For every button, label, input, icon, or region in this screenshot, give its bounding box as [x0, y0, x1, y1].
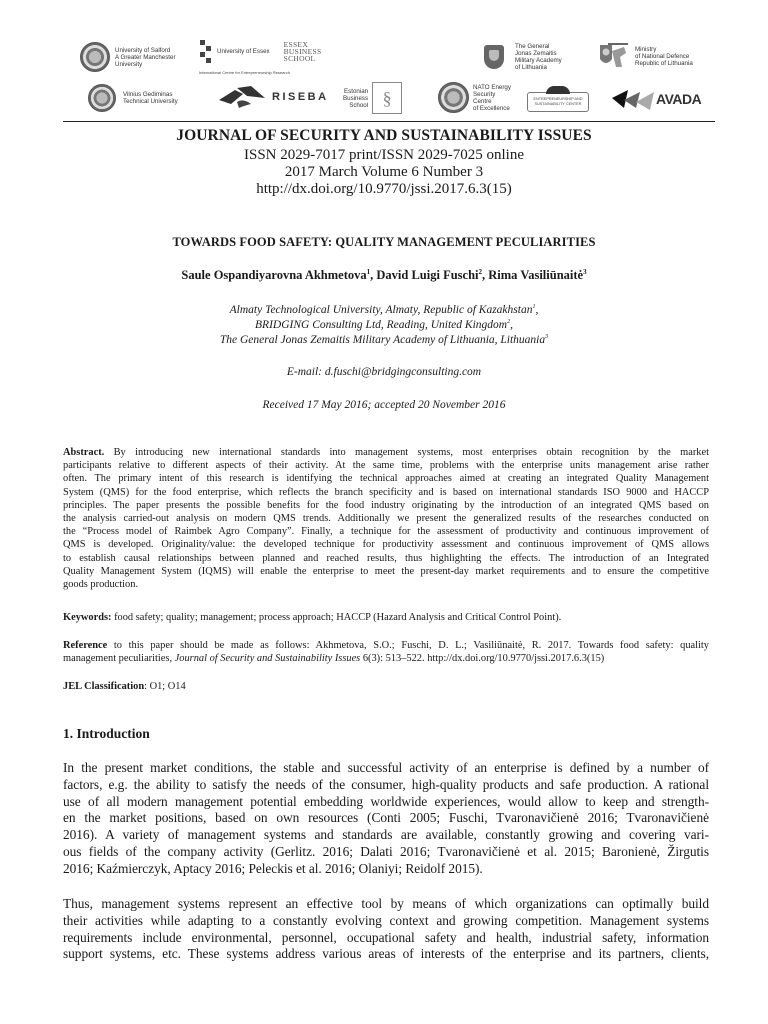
affiliation-sup: 1	[532, 304, 536, 311]
keywords	[63, 611, 709, 624]
logo-vilnius-gediminas-technical-university	[88, 84, 178, 112]
ebs-mark-icon: §	[372, 82, 402, 114]
vgtu-seal-icon	[88, 84, 116, 112]
logo-text: Military Academy	[515, 57, 562, 64]
abstract-line: participants relative to different aspects of their activity. At the same time, problems with the enterprise units management arise rather	[63, 460, 709, 472]
paragraph-line: Thus, management systems represent an effective tool by means of which organizations can optimally build	[63, 896, 709, 911]
logo-military-academy-lithuania	[484, 43, 562, 71]
logo-text: NATO Energy	[473, 83, 511, 91]
abstract-line: to establish causal relationships between planned and reached results, thus highlighting the effects. The introduction of an Integrated	[63, 552, 709, 564]
logo-text: Technical University	[123, 98, 178, 105]
journal-issue: 2017 March Volume 6 Number 3	[284, 164, 484, 180]
affiliation	[0, 333, 768, 348]
logo-text: of National Defence	[635, 52, 690, 60]
logo-text: The General	[515, 43, 550, 50]
paper-title: TOWARDS FOOD SAFETY: QUALITY MANAGEMENT PECULIARITIES	[172, 235, 596, 249]
salford-crest-icon	[80, 42, 110, 72]
journal-issn: ISSN 2029-7017 print/ISSN 2029-7025 online	[243, 147, 524, 163]
logo-text: SUSTAINABILITY CENTER	[534, 102, 582, 106]
academy-shield-icon	[484, 45, 504, 69]
logo-university-of-salford	[80, 42, 176, 72]
logo-text: Vilnius Gediminas	[123, 91, 173, 98]
logo-text: Ministry	[635, 45, 657, 53]
abstract-line: often. The primary intent of this research is identifying the technical approaches aimed at creating an integrated Quality Management	[63, 473, 709, 485]
logo-entrepreneurship-sustainability-center	[527, 92, 589, 112]
reference-label: Reference	[63, 640, 108, 651]
logo-ministry-of-national-defence	[596, 41, 693, 71]
paragraph-line: In the present market conditions, the stable and successful activity of an enterprise is defined by a number of	[63, 760, 709, 775]
paragraph-line: requirements include environmental, personnel, occupational safety and health, industrial safety, information	[63, 929, 709, 945]
affiliation	[0, 318, 768, 333]
reference-line	[63, 652, 709, 665]
intro-paragraph-2	[63, 896, 709, 963]
intro-paragraph-1	[63, 760, 709, 878]
abstract-line: principles. The paper presents the possible benefits for the food industry originating by the introduction of an integrated QMS based on	[63, 499, 709, 511]
affiliation-tail: ,	[510, 319, 513, 331]
logo-text: Business	[343, 94, 369, 102]
logo-text: University of Salford	[115, 46, 171, 54]
keywords-label: Keywords:	[63, 612, 112, 623]
logo-nato-energy-security-coe	[438, 82, 511, 113]
logo-university-of-essex	[200, 40, 321, 63]
logo-riseba	[217, 84, 329, 110]
ent-center-cap-icon	[546, 86, 570, 94]
icer-caption: International Centre for Entrepreneurship Research	[199, 70, 290, 75]
logo-text: Security	[473, 90, 496, 98]
logo-text: ENTREPRENEURSHIP AND	[533, 97, 583, 101]
ent-center-badge	[527, 92, 589, 112]
affiliation	[0, 303, 768, 318]
essex-blocks-icon	[200, 40, 211, 63]
paragraph-line: ous fields of the company activity (Gerlitz. 2016; Dalati 2016; Tvaronavičienė et al. 2015; Baronienė, Žirgutis	[63, 843, 709, 859]
abstract-label: Abstract.	[63, 447, 105, 458]
author-sup: 1	[366, 267, 371, 276]
logo-text: Centre	[473, 97, 492, 105]
affiliation-sup: 3	[545, 334, 549, 341]
logo-text: of Lithuania	[515, 64, 547, 71]
reference-line	[63, 639, 709, 652]
logo-text: Republic of Lithuania	[635, 59, 693, 67]
paragraph-line: factors, e.g. the ability to satisfy the needs of the consumer, high-quality products and safe production. A rational	[63, 776, 709, 792]
logo-estonian-business-school	[343, 82, 402, 114]
jel-text: : O1; O14	[144, 681, 186, 692]
affiliation-text: BRIDGING Consulting Ltd, Reading, United Kingdom	[255, 319, 508, 331]
logo-text: Jonas Zemaitis	[515, 50, 557, 57]
jel-label: JEL Classification	[63, 681, 145, 692]
header-divider	[63, 121, 715, 122]
nato-seal-icon	[438, 82, 469, 113]
abstract-line: the “Process model of Raimbek Agro Company”. Finally, a technique for the assessment of productivity and continuous improvement of	[63, 526, 709, 538]
logo-text: SCHOOL	[283, 54, 316, 63]
keywords-text: food safety; quality; management; process approach; HACCP (Hazard Analysis and Critical Control Point).	[111, 612, 562, 623]
affiliation-text: The General Jonas Zemaitis Military Academy of Lithuania, Lithuania	[219, 334, 546, 346]
received-dates: Received 17 May 2016; accepted 20 November 2016	[262, 399, 506, 411]
reference-text: to this paper should be made as follows: Akhmetova, S.O.; Fuschi, D. L.; Vasiliūnaitė, R. 2017. Towards food safety: quality	[107, 640, 709, 651]
knight-emblem-icon	[596, 41, 630, 71]
logo-text: University	[115, 60, 143, 68]
affiliation-sup: 2	[507, 319, 511, 326]
reference-text: management peculiarities,	[63, 653, 175, 665]
abstract	[63, 446, 709, 591]
author-separator: ,	[482, 268, 489, 282]
logo-text: of Excellence	[473, 104, 510, 112]
logo-text: RISEBA	[272, 91, 329, 103]
affiliation-text: Almaty Technological University, Almaty, Republic of Kazakhstan	[229, 304, 533, 316]
abstract-line: QMS is developed. Originality/value: the developed technique for productivity assessment and continuous improvement of QMS allows	[63, 539, 709, 551]
jel-classification	[63, 680, 709, 693]
abstract-line: goods production.	[63, 579, 139, 591]
essex-business-school-text	[284, 41, 322, 62]
author-sup: 3	[583, 267, 587, 276]
section-heading-introduction: 1. Introduction	[63, 726, 150, 741]
author-name: Rima Vasiliūnaitė	[488, 268, 584, 282]
reference-doi-link[interactable]: 6(3): 513–522. http://dx.doi.org/10.9770/jssi.2017.6.3(15)	[360, 653, 605, 665]
paragraph-line: support systems, etc. These systems address various areas of interests of the enterprise and its partners, clients,	[63, 946, 709, 962]
avada-arrows-icon	[612, 88, 656, 110]
logo-text: University of Essex	[217, 48, 270, 55]
logo-text: ESSEX	[283, 40, 309, 49]
abstract-line: Quality Management System (IQMS) will enable the enterprise to meet the present-day market requirements and to ensure the competitive	[63, 565, 709, 577]
paragraph-line: en the market positions, based on own resources (Conti 2005; Fuschi, Tvaronavičienė 2016; Tvaronavičienė	[63, 810, 709, 826]
logo-text: School	[349, 101, 369, 109]
logo-text: A Greater Manchester	[115, 53, 176, 61]
abstract-text: By introducing new international standards into management systems, most enterprises obtain recognition by the market	[104, 447, 709, 458]
paragraph-line: use of all modern management potential embedding worldwide experiences, would allow to keep and strength-	[63, 793, 709, 809]
paragraph-line: 2016; Kaźmierczyk, Aptacy 2016; Peleckis et al. 2016; Olaniyi; Reidolf 2015).	[63, 860, 483, 876]
reference-journal: Journal of Security and Sustainability Issues	[174, 653, 361, 665]
citation-reference	[63, 639, 709, 665]
author-separator: ,	[370, 268, 377, 282]
riseba-mark-icon	[217, 84, 267, 110]
author-list	[0, 268, 768, 283]
paragraph-line: their activities while adapting to a constantly evolving context and growing competition. Management systems	[63, 912, 709, 928]
abstract-line	[63, 446, 709, 459]
author-name: Saule Ospandiyarovna Akhmetova	[181, 268, 367, 282]
paragraph-line: 2016). A variety of management systems and standards are available, constantly growing and covering vari-	[63, 827, 709, 843]
logo-text: BUSINESS	[283, 47, 322, 56]
logo-text: Estonian	[344, 87, 369, 95]
author-sup: 2	[478, 267, 483, 276]
abstract-line: System (QMS) for the food enterprise, which reflects the branch specificity and is based on international standards ISO 9000 and HACCP	[63, 486, 709, 498]
author-name: David Luigi Fuschi	[376, 268, 479, 282]
logo-avada	[612, 88, 701, 110]
logo-text: AVADA	[656, 91, 702, 107]
contact-email[interactable]: E-mail: d.fuschi@bridgingconsulting.com	[286, 366, 482, 378]
journal-doi-link[interactable]: http://dx.doi.org/10.9770/jssi.2017.6.3(15)	[256, 181, 512, 197]
journal-title: JOURNAL OF SECURITY AND SUSTAINABILITY ISSUES	[176, 127, 592, 144]
affiliation-tail: ,	[535, 304, 539, 316]
abstract-line: the analysis carried-out analysis on modern QMS trends. Additionally we present the generalized results of the researches conducted on	[63, 513, 709, 525]
